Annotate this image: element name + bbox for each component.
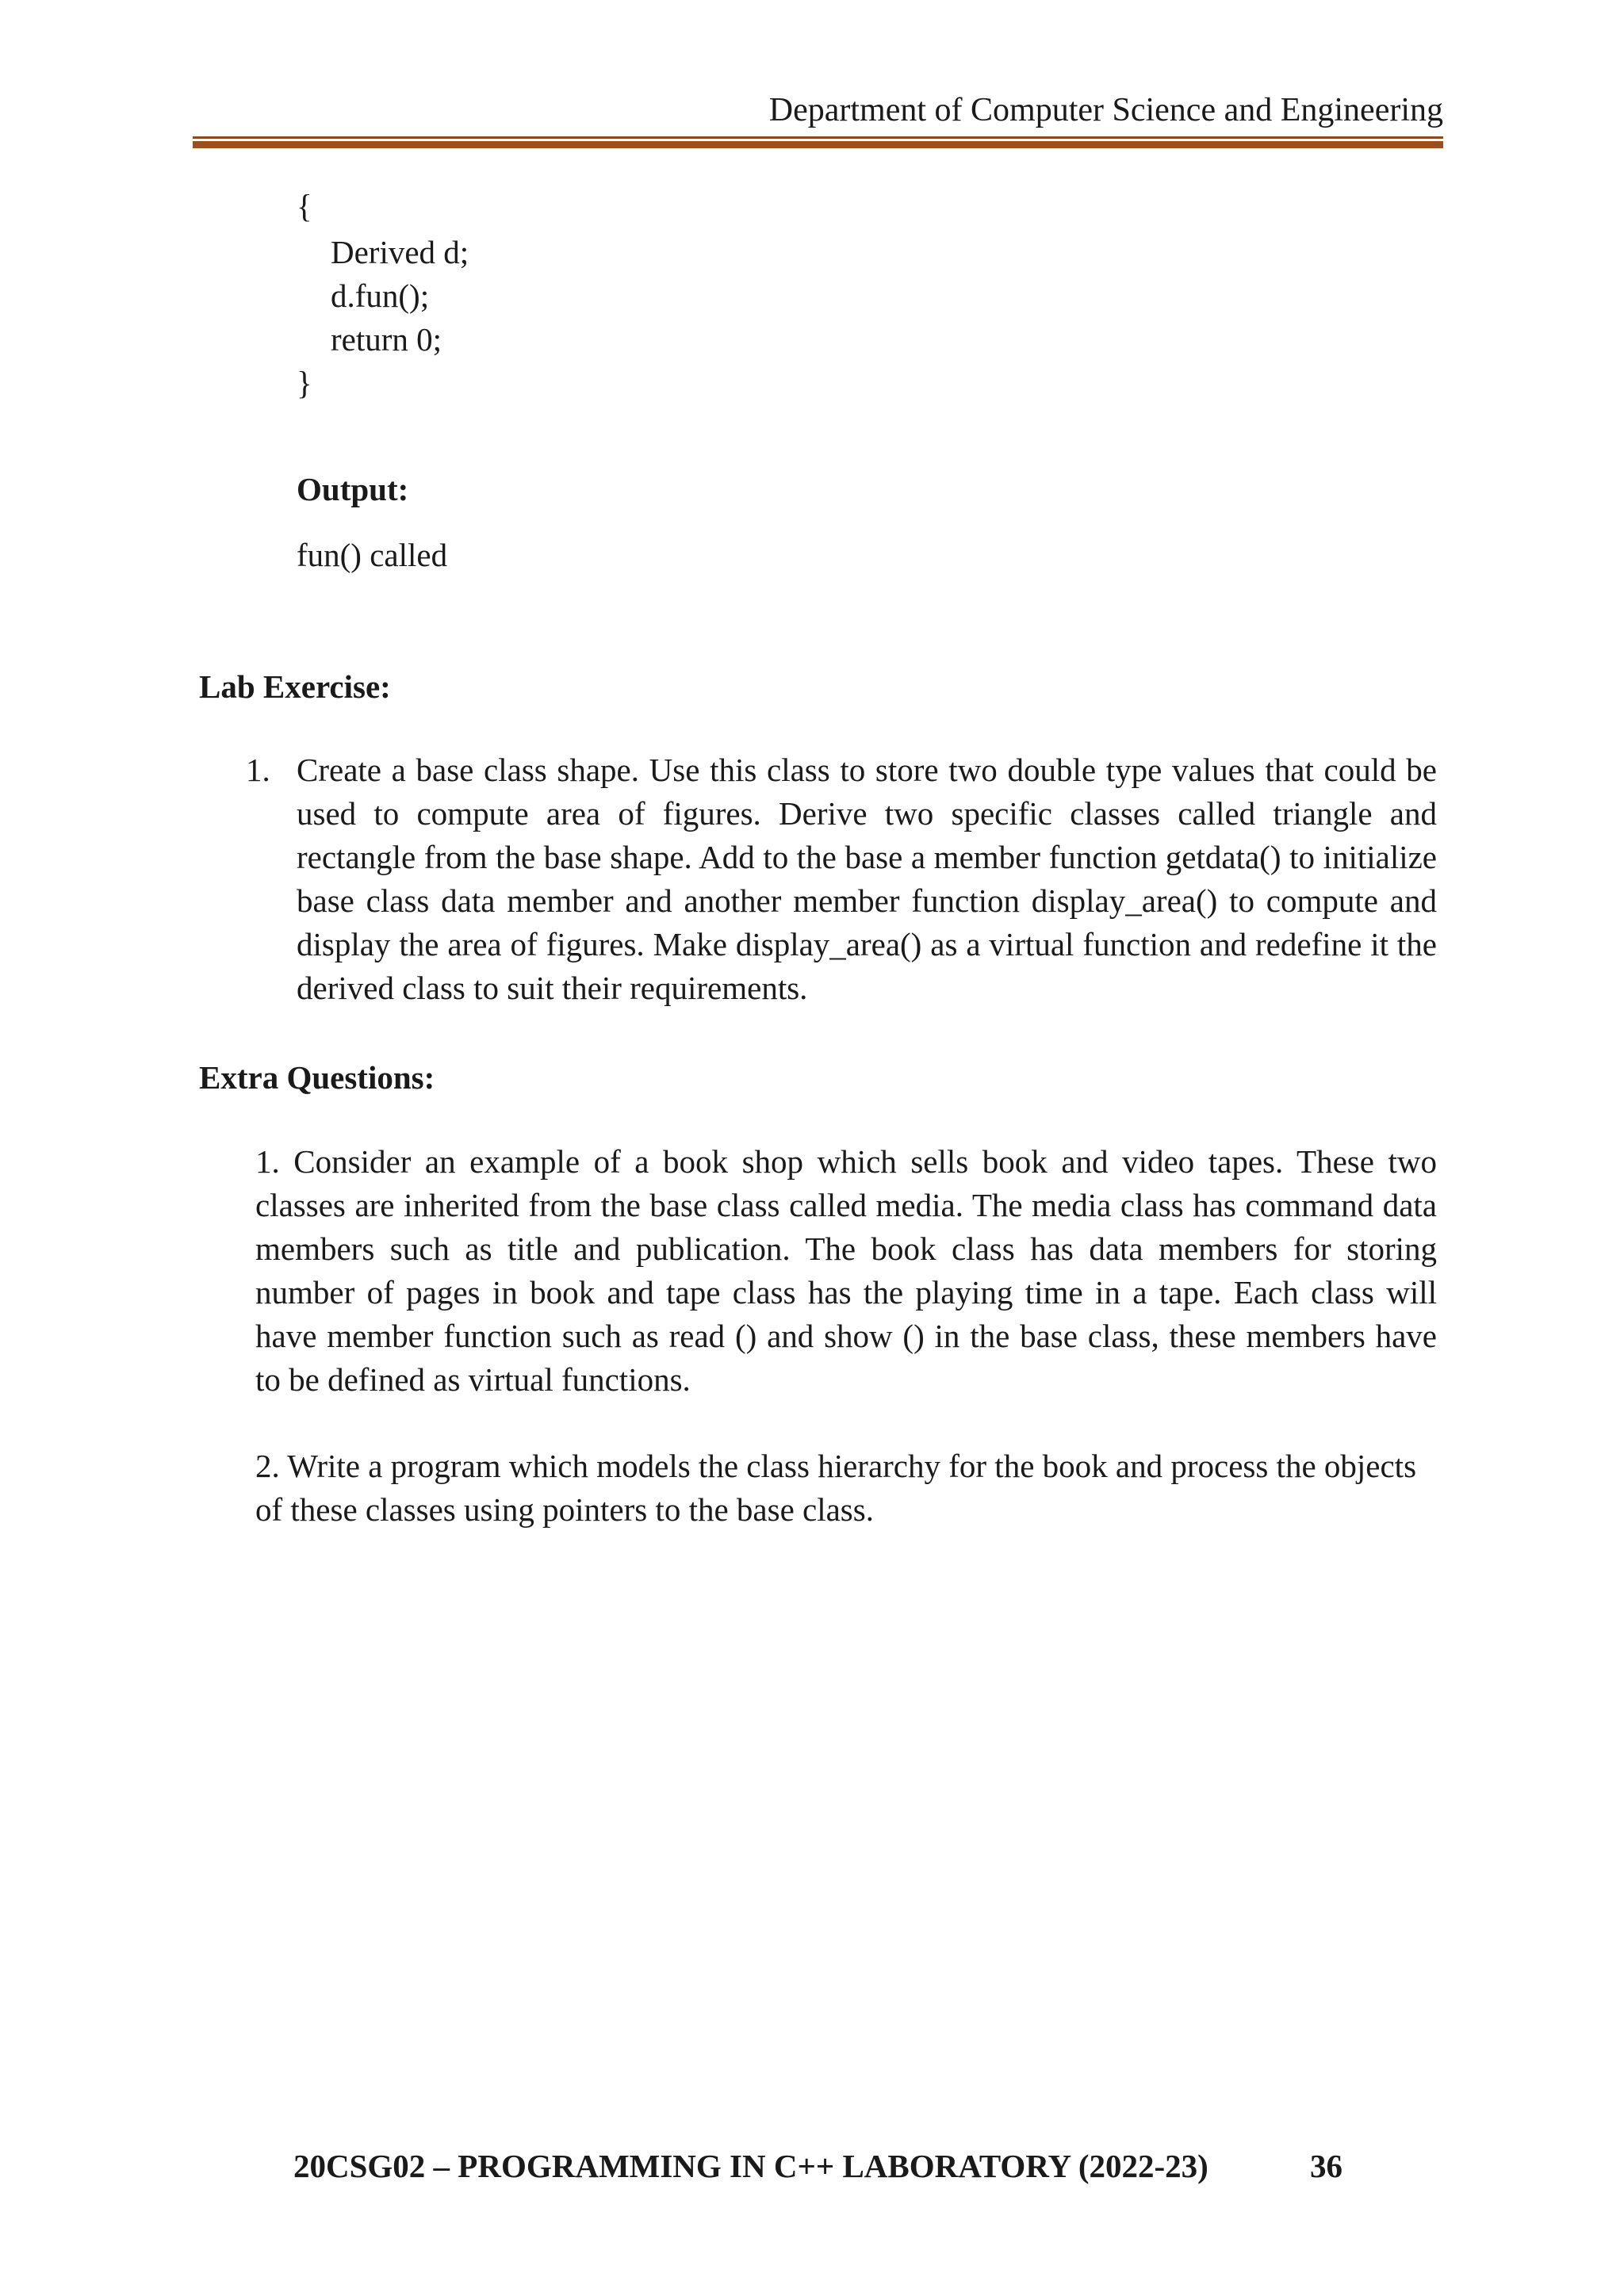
header-rule-thick [193,141,1443,148]
extra-questions-heading: Extra Questions: [199,1059,435,1096]
lab-exercise-item-number: 1. [246,752,270,788]
lab-exercise-item [246,748,1437,1010]
code-line-declare: Derived d; [331,234,469,270]
code-line-call: d.fun(); [331,277,430,314]
footer-page-number: 36 [1310,2148,1342,2184]
lab-exercise-item-text: Create a base class shape. Use this class to store two double type values that could be used to compute area of figures. Derive two specific classes called triangle and rectangle from the base shape. Add to the base a member function getdata() to initialize base class data member and another member function display_area() to compute and display the area of figures. Make display_area() as a virtual function and redefine it the derived class to suit their requirements. [297,752,1437,1006]
extra-question-item-2: 2. Write a program which models the class hierarchy for the book and process the objects of these classes using pointers to the base class. [255,1448,1417,1528]
output-heading: Output: [297,471,409,507]
header-rule-thin [193,136,1443,139]
output-text: fun() called [297,537,448,573]
code-line-return: return 0; [331,321,442,358]
page-header-title: Department of Computer Science and Engineering [768,92,1443,128]
code-line-close-brace: } [297,365,312,401]
extra-question-item-1: 1. Consider an example of a book shop which sells book and video tapes. These two classes are inherited from the base class called media. The media class has command data members such as title and publication. The book class has data members for storing number of pages in book and tape class has the playing time in a tape. Each class will have member function such as read () and show () in the base class, these members have to be defined as virtual functions. [255,1143,1437,1398]
footer-course-title: 20CSG02 – PROGRAMMING IN C++ LABORATORY (2022-23) [293,2148,1208,2184]
code-line-open-brace: { [297,188,312,224]
lab-exercise-heading: Lab Exercise: [199,668,391,705]
